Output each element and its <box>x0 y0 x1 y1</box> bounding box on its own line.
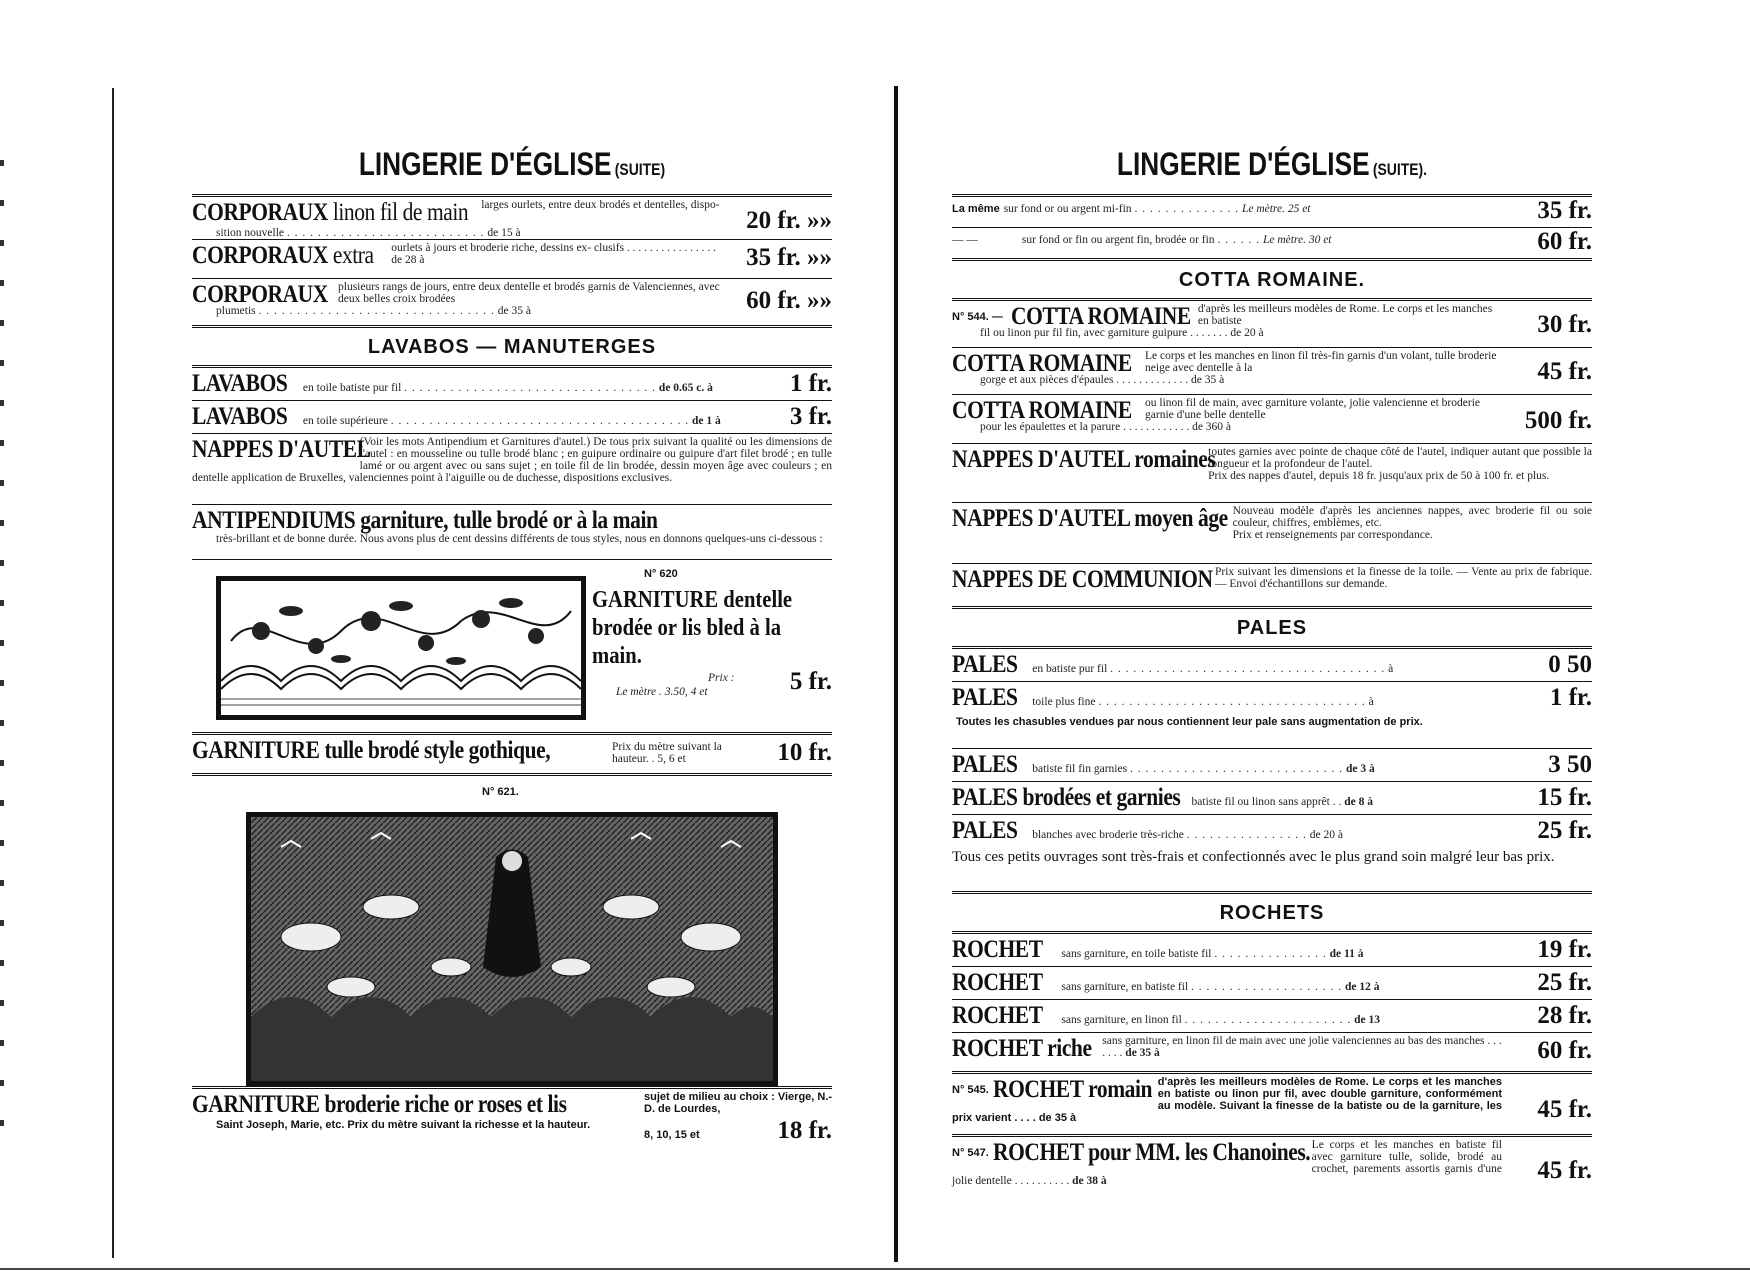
rochet-entry-1: ROCHET sans garniture, en toile batiste fil . . . . . . . . . . . . . . . de 11 à 19 fr. <box>952 934 1592 967</box>
pales-entry-5: PALES blanches avec broderie très-riche . . . . . . . . . . . . . . . . de 20 à 25 fr. <box>952 817 1592 844</box>
la-meme-entry-1: La même sur fond or ou argent mi-fin . . . . . . . . . . . . . . Le mètre. 25 et 35 fr. <box>952 197 1592 228</box>
right-page-title: LINGERIE D'ÉGLISE (SUITE). <box>1116 146 1428 182</box>
left-page <box>192 130 832 1151</box>
plate-620-caption: GARNITURE dentelle brodée or lis bled à la main. <box>592 587 793 669</box>
nappes-moyen-age-entry: NAPPES D'AUTEL moyen âge Nouveau modèle d'après les anciennes nappes, avec broderie fil ou soie couleur, chiffres, emblèmes, etc. Prix et renseignements par correspondance. <box>952 503 1592 564</box>
pales-footer: Tous ces petits ouvrages sont très-frais et confectionnés avec le plus grand soin malgré leur bas prix. <box>952 847 1592 894</box>
section-pales: PALES <box>952 609 1592 649</box>
price: 3 50 <box>1548 751 1592 778</box>
right-page <box>952 130 1592 1193</box>
pales-note: Toutes les chasubles vendues par nous contiennent leur pale sans augmentation de prix. <box>952 714 1592 749</box>
rochet-chanoines-entry: N° 547. ROCHET pour MM. les Chanoines. Le corps et les manches en batiste fil avec garniture tulle, solide, brodé au crochet, parements assortis garnis d'une jolie dentelle . . . . . . . . . . de 38 à 45 fr. <box>952 1139 1592 1187</box>
plate-621-number: N° 621. <box>482 786 519 798</box>
price: 5 fr. <box>789 668 832 695</box>
price: 28 fr. <box>1537 1002 1592 1029</box>
virgin-embroidery-illustration <box>251 817 773 1081</box>
left-page-title: LINGERIE D'ÉGLISE (SUITE) <box>358 146 666 182</box>
price: 35 fr. <box>1537 197 1592 224</box>
left-margin-rule <box>112 88 114 1258</box>
price: 3 fr. <box>789 403 832 430</box>
price: 1 fr. <box>789 370 832 397</box>
price: 45 fr. <box>1537 1157 1592 1184</box>
plate-620-number: N° 620 <box>644 568 678 580</box>
scan-edge-marks <box>0 160 4 1160</box>
pales-entry-2: PALES toile plus fine . . . . . . . . . . . . . . . . . . . . . . . . . . . . . . . . . . . à 1 fr. <box>952 684 1592 711</box>
price: 60 fr. <box>1537 1037 1592 1064</box>
nappes-romaines-entry: NAPPES D'AUTEL romaines toutes garnies avec pointe de chaque côté de l'autel, indiquer autant que possible la longueur et la profondeur de l'autel. Prix des nappes d'autel, depuis 18 fr. jusqu'aux prix de 50 à 100 fr. et plus. <box>952 444 1592 503</box>
section-cotta-romaine: COTTA ROMAINE. <box>952 261 1592 301</box>
price: 35 fr. »» <box>746 244 832 271</box>
garniture-620-image <box>216 576 586 720</box>
price: 25 fr. <box>1537 969 1592 996</box>
price: 19 fr. <box>1537 936 1592 963</box>
price: 60 fr. <box>1537 228 1592 255</box>
corporaux-entry-3: CORPORAUX plusieurs rangs de jours, entre deux dentelle et brodés garnis de Valenciennes, avec deux belles croix brodées plumetis . . . . . . . . . . . . . . . . . . . . . . . . . . . . . . . de 35 à 60 fr. »» <box>192 279 832 328</box>
rochet-entry-2: ROCHET sans garniture, en batiste fil . . . . . . . . . . . . . . . . . . . . de 12 à 25 fr. <box>952 967 1592 1000</box>
pales-entry-4: PALES brodées et garnies batiste fil ou linon sans apprêt . . de 8 à 15 fr. <box>952 782 1592 815</box>
cotta-entry-3: COTTA ROMAINE ou linon fil de main, avec garniture volante, jolie valencienne et broderie garnie d'une belle dentelle pour les épaulettes et la parure . . . . . . . . . . . . de 360 à 500 fr. <box>952 395 1592 444</box>
price: 60 fr. »» <box>746 287 832 314</box>
rochet-romain-entry: N° 545. ROCHET romain d'après les meilleurs modèles de Rome. Le corps et les manches en batiste ou linon pur fil, avec double garniture, conformément au modèle. Suivant la finesse de la batiste ou de la garniture, les prix varient . . . . de 35 à 45 fr. <box>952 1074 1592 1137</box>
garniture-621-image <box>246 812 778 1086</box>
corporaux-entry-2: CORPORAUX extra ourlets à jours et broderie riche, dessins ex- clusifs . . . . . . . . . . . . . . . . de 28 à 35 fr. »» <box>192 240 832 279</box>
price: 20 fr. »» <box>746 207 832 234</box>
lavabos-entry-2: LAVABOS en toile supérieure . . . . . . . . . . . . . . . . . . . . . . . . . . . . . . . . . . . . . . . de 1 à 3 fr. <box>192 401 832 434</box>
cotta-entry-1: N° 544. — COTTA ROMAINE d'après les meilleurs modèles de Rome. Le corps et les manches en batiste fil ou linon pur fil fin, avec garniture guipure . . . . . . . de 20 à 30 fr. <box>952 301 1592 348</box>
pales-entry-1: PALES en batiste pur fil . . . . . . . . . . . . . . . . . . . . . . . . . . . . . . . . . . . . à 0 50 <box>952 649 1592 682</box>
rochet-riche-entry: ROCHET riche sans garniture, en linon fil de main avec une jolie valenciennes au bas des manches . . . . . . . de 35 à 60 fr. <box>952 1033 1592 1074</box>
price: 15 fr. <box>1537 784 1592 811</box>
section-rochets: ROCHETS <box>952 894 1592 934</box>
lace-embroidery-illustration <box>221 581 581 715</box>
antipendiums-entry: ANTIPENDIUMS garniture, tulle brodé or à la main très-brillant et de bonne durée. Nous avons plus de cent dessins différents de tous styles, nous en donnons quelques-uns ci-dessous : <box>192 505 832 560</box>
price: 18 fr. <box>777 1117 832 1144</box>
section-lavabos: LAVABOS — MANUTERGES <box>192 328 832 368</box>
page-gutter-rule <box>894 86 898 1262</box>
scan-bottom-edge <box>0 1268 1750 1270</box>
price: 30 fr. <box>1537 311 1592 338</box>
pales-entry-3: PALES batiste fil fin garnies . . . . . . . . . . . . . . . . . . . . . . . . . . . . de 3 à 3 50 <box>952 749 1592 782</box>
la-meme-entry-2: — — sur fond or fin ou argent fin, brodée or fin . . . . . . Le mètre. 30 et 60 fr. <box>952 228 1592 261</box>
price: 0 50 <box>1548 651 1592 678</box>
price: 10 fr. <box>777 739 832 766</box>
plate-621-block <box>192 776 832 1086</box>
price: 500 fr. <box>1524 407 1592 434</box>
price: 25 fr. <box>1537 817 1592 844</box>
price: 45 fr. <box>1537 1096 1592 1123</box>
nappes-autel-entry: NAPPES D'AUTEL (Voir les mots Antipendium et Garnitures d'autel.) De tous prix suivant la qualité ou les dimensions de l'autel : en mousseline ou tulle brodé blanc ; en guipure ordinaire ou guipure d'art filet brodé ; en tulle lamé or ou argent avec ou sans sujet ; en toile fil de lin brodée, dessin moyen âge avec couleurs ; en dentelle application de Bruxelles, valenciennes point à l'aiguille ou de duchesse, dispositions exclusives. <box>192 434 832 505</box>
plate-620-block: N° 620 GARNITURE dentelle brodée or lis bled à la main. Prix : Le mètre . 3.50, 4 et 5 fr. <box>192 560 832 732</box>
nappes-communion-entry: NAPPES DE COMMUNION Prix suivant les dimensions et la finesse de la toile. — Vente au prix de fabrique. — Envoi d'échantillons sur demande. <box>952 564 1592 609</box>
lavabos-entry-1: LAVABOS en toile batiste pur fil . . . . . . . . . . . . . . . . . . . . . . . . . . . . . . . . . de 0.65 c. à 1 fr. <box>192 368 832 401</box>
garniture-broderie-entry: GARNITURE broderie riche or roses et lis sujet de milieu au choix : Vierge, N.-D. de Lourdes, Saint Joseph, Marie, etc. Prix du mètre suivant la richesse et la hauteur. 8, 10, 15 et 18 fr. <box>192 1091 833 1144</box>
rochet-entry-3: ROCHET sans garniture, en linon fil . . . . . . . . . . . . . . . . . . . . . . de 13 28 fr. <box>952 1000 1592 1033</box>
price: 45 fr. <box>1537 358 1592 385</box>
price: 1 fr. <box>1549 684 1592 711</box>
cotta-entry-2: COTTA ROMAINE Le corps et les manches en linon fil très-fin garnis d'un volant, tulle broderie neige avec dentelle à la gorge et aux pièces d'épaules . . . . . . . . . . . . . de 35 à 45 fr. <box>952 348 1592 395</box>
garniture-gothique-entry: GARNITURE tulle brodé style gothique, Prix du mètre suivant la hauteur. . 5, 6 et 10 fr. <box>192 735 832 776</box>
corporaux-entry-1: CORPORAUX linon fil de main larges ourlets, entre deux brodés et dentelles, dispo- sition nouvelle . . . . . . . . . . . . . . . . . . . . . . . . . . de 15 à 20 fr. »» <box>192 199 832 239</box>
